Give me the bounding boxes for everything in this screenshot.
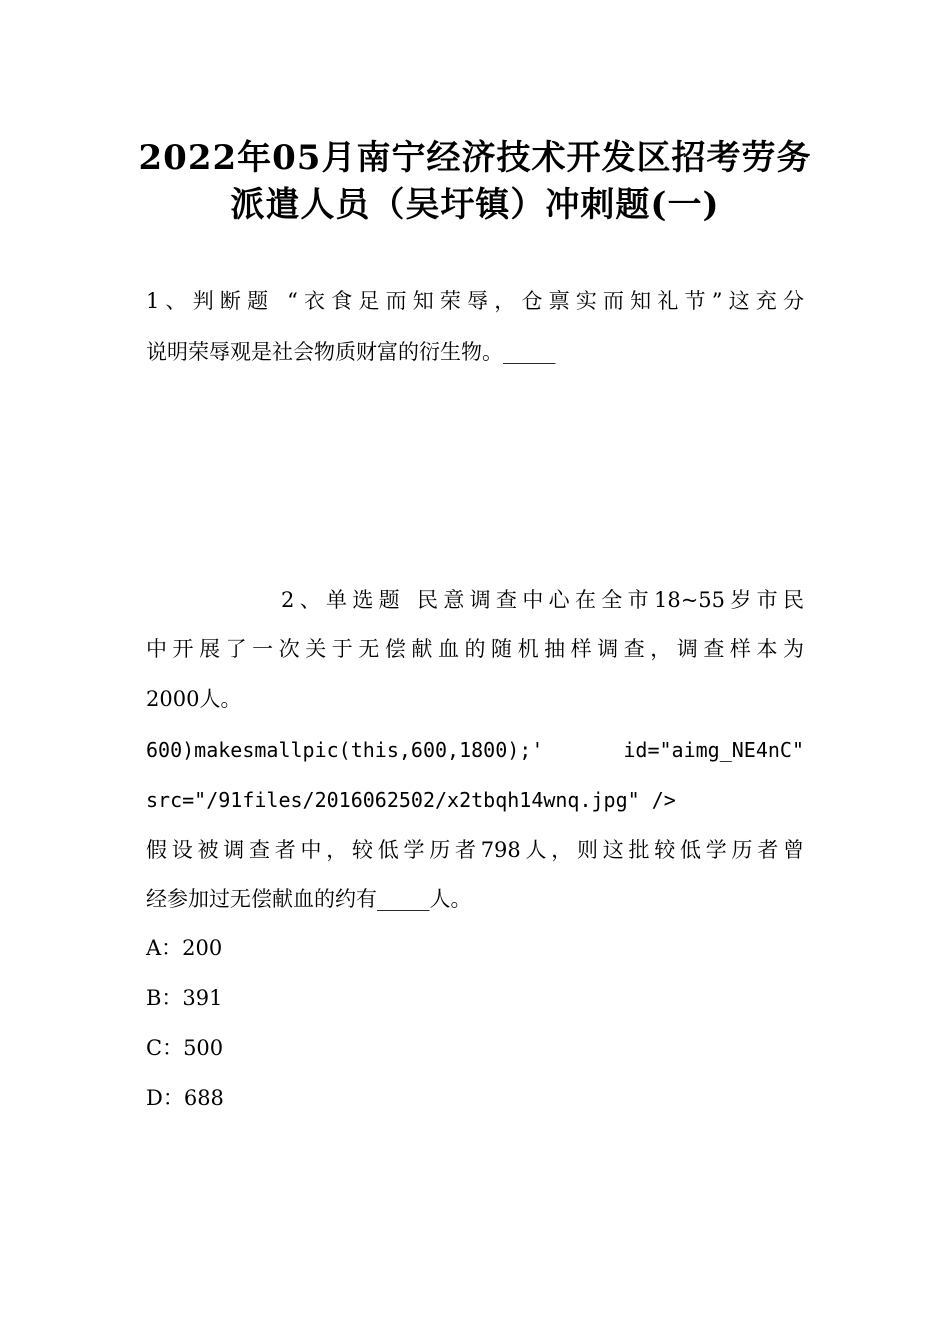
question-2-text-line-3: 2000人。 bbox=[146, 687, 242, 711]
question-1-text-line-1: 1、判断题 “衣食足而知荣辱，仓禀实而知礼节”这充分 bbox=[146, 289, 804, 313]
question-2-text-line-1: 2、单选题 民意调查中心在全市18~55岁市民 bbox=[281, 588, 804, 612]
question-2-code-line-1 bbox=[146, 735, 804, 765]
code-fragment-right: id="aimg_NE4nC" bbox=[623, 738, 804, 762]
question-2-text-line-5: 经参加过无偿献血的约有_____人。 bbox=[146, 887, 472, 911]
option-d: D：688 bbox=[146, 1086, 224, 1110]
document-title-line-2: 派遣人员（吴圩镇）冲刺题(一) bbox=[230, 185, 720, 225]
question-2-text-line-4: 假设被调查者中，较低学历者798人，则这批较低学历者曾 bbox=[146, 838, 804, 862]
document-title-line-1: 2022年05月南宁经济技术开发区招考劳务 bbox=[138, 138, 812, 178]
option-c: C：500 bbox=[146, 1036, 224, 1060]
question-2-text-line-2: 中开展了一次关于无偿献血的随机抽样调查，调查样本为 bbox=[146, 637, 804, 661]
code-fragment-left: 600)makesmallpic(this,600,1800);' bbox=[146, 738, 544, 762]
question-2-code-line-2: src="/91files/2016062502/x2tbqh14wnq.jpg" /> bbox=[146, 788, 676, 812]
question-1-text-line-2: 说明荣辱观是社会物质财富的衍生物。_____ bbox=[146, 340, 556, 364]
option-a: A：200 bbox=[146, 936, 223, 960]
option-b: B：391 bbox=[146, 986, 223, 1010]
